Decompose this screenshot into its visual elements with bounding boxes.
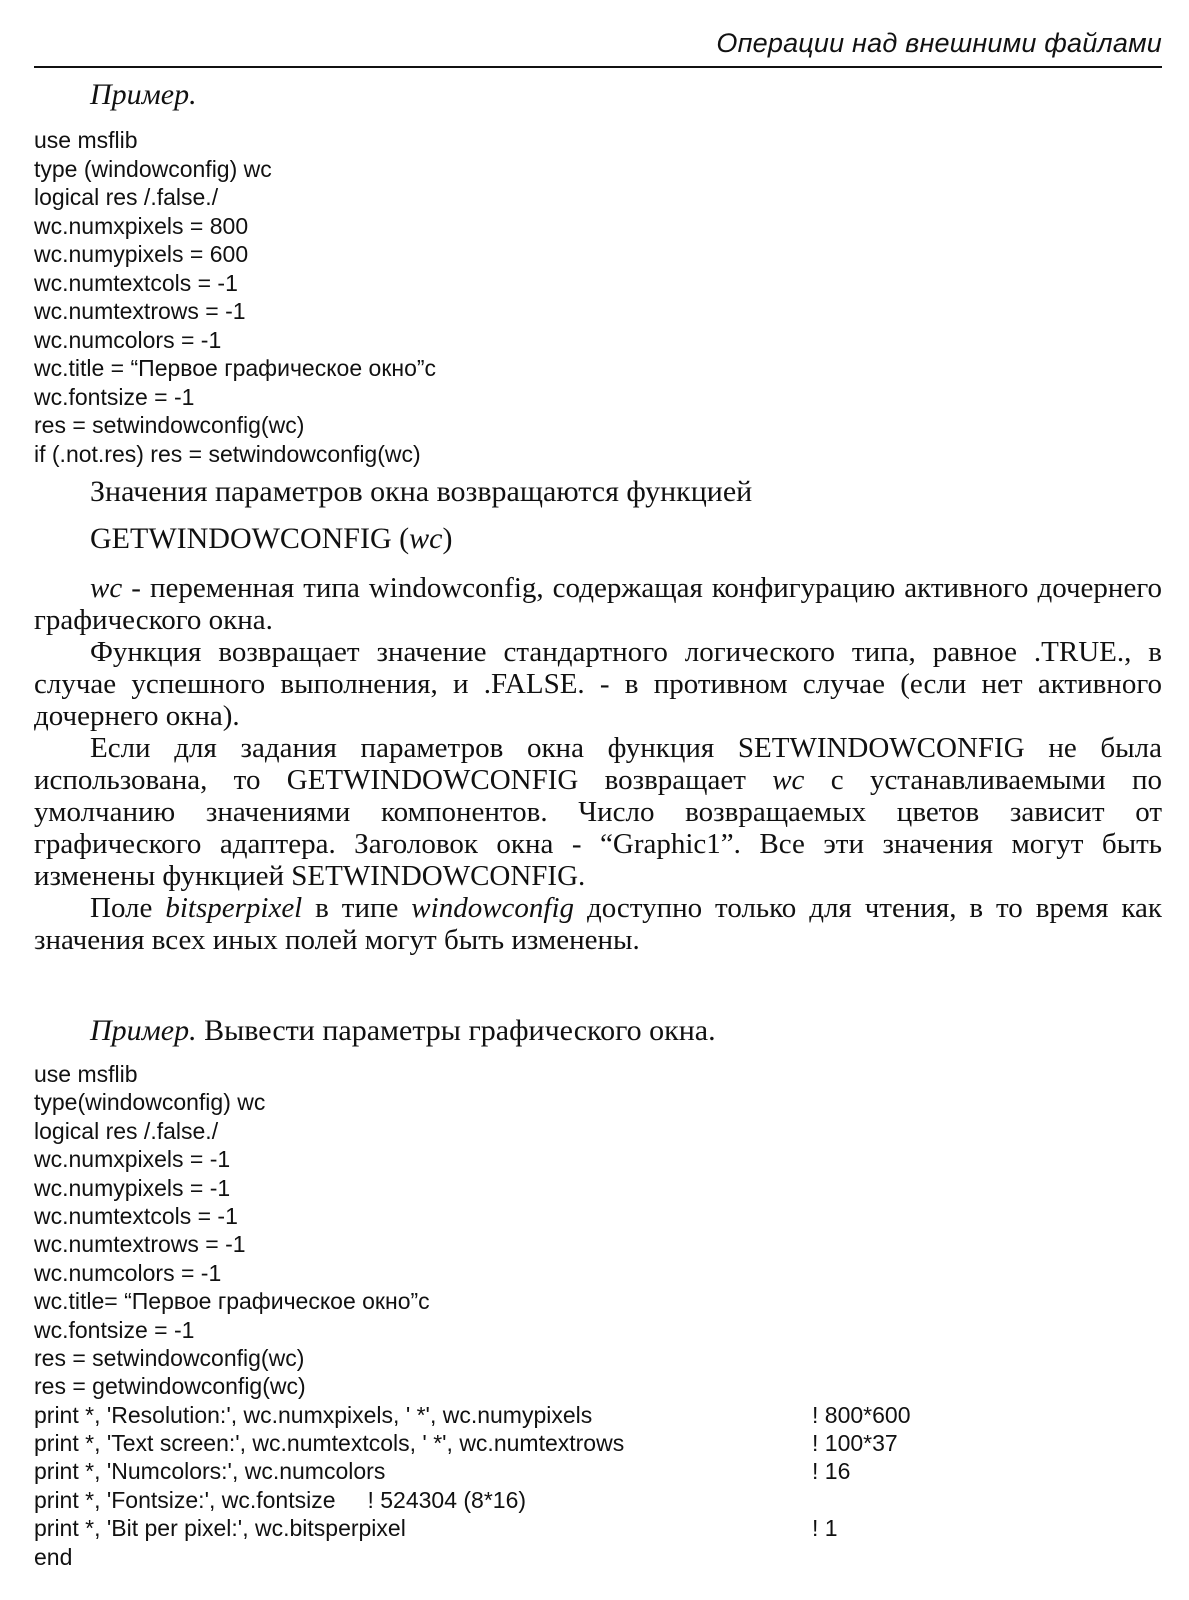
code-line — [34, 1486, 624, 1514]
code-line — [34, 1457, 851, 1485]
code-line — [34, 1401, 911, 1429]
code-line: res = setwindowconfig(wc) — [34, 412, 305, 438]
code-text: wc.numtextrows = -1 — [34, 1231, 246, 1258]
example-1-code — [34, 126, 436, 468]
code-line — [34, 1259, 624, 1287]
header-rule — [34, 66, 1162, 68]
code-line — [34, 1429, 898, 1457]
running-header: Операции над внешними файлами — [716, 28, 1162, 58]
default-description: Если для задания параметров окна функция SETWINDOWCONFIG не была использована, то GETWINDOWCONFIG возвращает wc с устанавливаемыми по умолчанию значениями компонентов. Число возвращаемых цветов зависит от графического адаптера. Заголовок окна - “Graphic1”. Все эти значения могут быть изменены функцией SETWINDOWCONFIG. — [34, 732, 1162, 892]
code-text: type(windowconfig) wc — [34, 1089, 266, 1116]
code-line: wc.numcolors = -1 — [34, 326, 222, 353]
code-text: res = setwindowconfig(wc) — [34, 1344, 305, 1371]
code-text: wc.title= “Первое графическое окно”c — [34, 1288, 430, 1315]
code-line — [34, 1372, 624, 1400]
function-signature: GETWINDOWCONFIG (wc) — [90, 522, 453, 555]
code-text: print *, 'Fontsize:', wc.fontsize ! 524304 (8*16) — [34, 1486, 527, 1513]
example-2-label: Пример. — [90, 1014, 197, 1047]
code-line: wc.fontsize = -1 — [34, 383, 195, 410]
code-line: wc.numtextcols = -1 — [34, 269, 238, 296]
code-text: wc.numtextcols = -1 — [34, 1202, 238, 1229]
code-line — [34, 1117, 624, 1145]
body-text — [34, 572, 1162, 956]
code-line — [34, 1174, 624, 1202]
code-comment: ! 800*600 — [812, 1401, 911, 1428]
code-text: print *, 'Bit per pixel:', wc.bitsperpixel — [34, 1515, 406, 1542]
function-arg: wc — [409, 522, 443, 555]
code-line: if (.not.res) res = setwindowconfig(wc) — [34, 440, 421, 467]
code-line: wc.numtextrows = -1 — [34, 298, 246, 324]
code-text: logical res /.false./ — [34, 1117, 219, 1144]
code-comment: ! 100*37 — [812, 1430, 898, 1457]
code-line: wc.numypixels = 600 — [34, 241, 249, 267]
code-text: use msflib — [34, 1061, 138, 1087]
code-line — [34, 1543, 624, 1571]
code-line: logical res /.false./ — [34, 184, 219, 210]
code-text: res = getwindowconfig(wc) — [34, 1373, 306, 1400]
function-name: GETWINDOWCONFIG — [90, 522, 392, 555]
example-1-label: Пример. — [90, 78, 197, 111]
example-2-code — [34, 1060, 911, 1571]
example-2-task: Вывести параметры графического окна. — [196, 1014, 716, 1047]
code-line: wc.numxpixels = 800 — [34, 212, 249, 239]
code-comment: ! 16 — [812, 1458, 851, 1485]
code-line — [34, 1344, 624, 1372]
code-line — [34, 1316, 624, 1344]
code-comment: ! 1 — [812, 1515, 838, 1542]
example-2-heading — [90, 1014, 716, 1048]
code-line: use msflib — [34, 127, 138, 153]
code-text: wc.numcolors = -1 — [34, 1259, 222, 1286]
code-line — [34, 1230, 624, 1258]
code-text: wc.numypixels = -1 — [34, 1174, 231, 1201]
code-text: wc.fontsize = -1 — [34, 1316, 195, 1343]
code-line: type (windowconfig) wc — [34, 155, 272, 182]
code-line — [34, 1287, 624, 1315]
bitsperpixel-description: Поле bitsperpixel в типе windowconfig доступно только для чтения, в то время как значения всех иных полей могут быть изменены. — [34, 892, 1162, 956]
code-text: print *, 'Text screen:', wc.numtextcols, ' *', wc.numtextrows — [34, 1430, 625, 1457]
intro-text: Значения параметров окна возвращаются функцией — [90, 475, 753, 508]
code-text: end — [34, 1543, 73, 1570]
code-line — [34, 1088, 624, 1116]
code-text: print *, 'Resolution:', wc.numxpixels, ' *', wc.numypixels — [34, 1401, 593, 1428]
code-text: print *, 'Numcolors:', wc.numcolors — [34, 1458, 386, 1485]
return-description: Функция возвращает значение стандартного логического типа, равное .TRUE., в случае успешного выполнения, и .FALSE. - в противном случае (если нет активного дочернего окна). — [34, 636, 1162, 732]
code-line — [34, 1514, 838, 1542]
code-text: wc.numxpixels = -1 — [34, 1146, 231, 1173]
code-line — [34, 1202, 624, 1230]
code-line — [34, 1145, 624, 1173]
code-line: wc.title = “Первое графическое окно”c — [34, 355, 437, 381]
param-name: wc — [90, 572, 123, 604]
code-line — [34, 1060, 624, 1088]
param-description: wc - переменная типа windowconfig, содержащая конфигурацию активного дочернего графического окна. — [34, 572, 1162, 636]
